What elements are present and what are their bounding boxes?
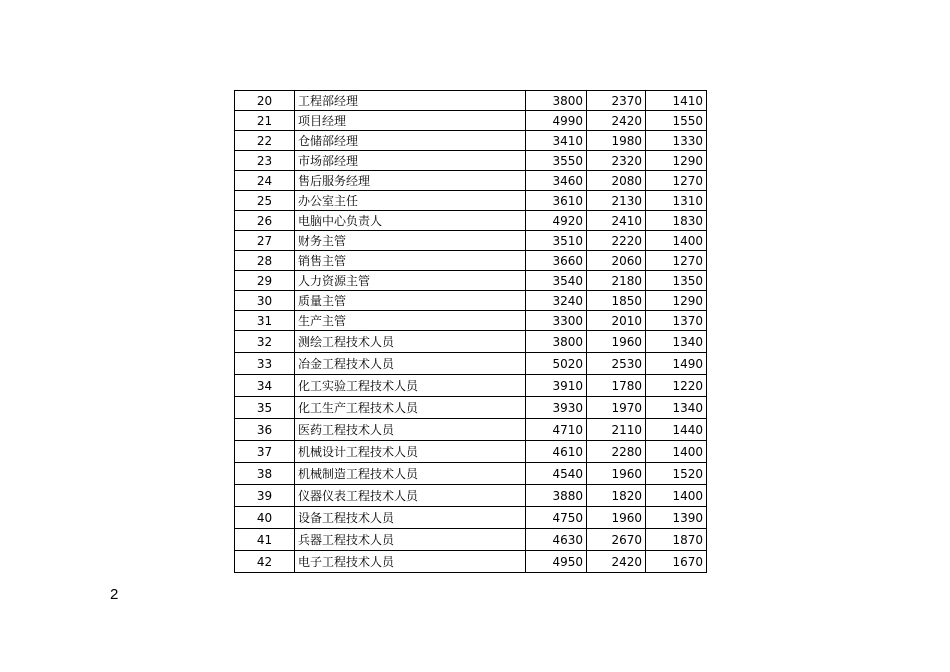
table-row xyxy=(235,91,707,111)
value-3-cell: 1490 xyxy=(646,353,707,375)
job-title-cell: 医药工程技术人员 xyxy=(295,419,526,441)
value-3-cell: 1550 xyxy=(646,111,707,131)
table-row xyxy=(235,463,707,485)
value-1-cell: 3550 xyxy=(526,151,587,171)
table-row xyxy=(235,291,707,311)
job-title-cell: 销售主管 xyxy=(295,251,526,271)
value-3-cell: 1290 xyxy=(646,151,707,171)
value-1-cell: 3910 xyxy=(526,375,587,397)
job-title-cell: 冶金工程技术人员 xyxy=(295,353,526,375)
value-1-cell: 3660 xyxy=(526,251,587,271)
value-1-cell: 4950 xyxy=(526,551,587,573)
value-2-cell: 2420 xyxy=(587,111,646,131)
row-number-cell: 36 xyxy=(235,419,295,441)
job-title-cell: 售后服务经理 xyxy=(295,171,526,191)
value-3-cell: 1370 xyxy=(646,311,707,331)
value-3-cell: 1400 xyxy=(646,485,707,507)
value-3-cell: 1270 xyxy=(646,171,707,191)
job-title-cell: 机械设计工程技术人员 xyxy=(295,441,526,463)
job-title-cell: 仓储部经理 xyxy=(295,131,526,151)
table-row xyxy=(235,419,707,441)
value-2-cell: 1960 xyxy=(587,463,646,485)
value-3-cell: 1400 xyxy=(646,441,707,463)
value-3-cell: 1350 xyxy=(646,271,707,291)
value-2-cell: 2060 xyxy=(587,251,646,271)
row-number-cell: 28 xyxy=(235,251,295,271)
value-2-cell: 2010 xyxy=(587,311,646,331)
value-2-cell: 2420 xyxy=(587,551,646,573)
value-2-cell: 1780 xyxy=(587,375,646,397)
value-3-cell: 1270 xyxy=(646,251,707,271)
value-3-cell: 1440 xyxy=(646,419,707,441)
value-2-cell: 2280 xyxy=(587,441,646,463)
value-2-cell: 2530 xyxy=(587,353,646,375)
row-number-cell: 39 xyxy=(235,485,295,507)
row-number-cell: 22 xyxy=(235,131,295,151)
value-2-cell: 1980 xyxy=(587,131,646,151)
table-row xyxy=(235,191,707,211)
value-1-cell: 4540 xyxy=(526,463,587,485)
value-3-cell: 1410 xyxy=(646,91,707,111)
table-row xyxy=(235,353,707,375)
salary-table xyxy=(234,90,707,573)
value-1-cell: 3800 xyxy=(526,331,587,353)
table-row xyxy=(235,171,707,191)
table-row xyxy=(235,375,707,397)
row-number-cell: 31 xyxy=(235,311,295,331)
job-title-cell: 设备工程技术人员 xyxy=(295,507,526,529)
value-1-cell: 3610 xyxy=(526,191,587,211)
value-3-cell: 1290 xyxy=(646,291,707,311)
value-1-cell: 3800 xyxy=(526,91,587,111)
table-row xyxy=(235,151,707,171)
job-title-cell: 生产主管 xyxy=(295,311,526,331)
table-body xyxy=(235,91,707,573)
job-title-cell: 办公室主任 xyxy=(295,191,526,211)
value-3-cell: 1340 xyxy=(646,331,707,353)
value-2-cell: 1970 xyxy=(587,397,646,419)
value-2-cell: 2080 xyxy=(587,171,646,191)
value-1-cell: 3880 xyxy=(526,485,587,507)
value-2-cell: 2320 xyxy=(587,151,646,171)
table-row xyxy=(235,231,707,251)
job-title-cell: 化工实验工程技术人员 xyxy=(295,375,526,397)
value-1-cell: 3510 xyxy=(526,231,587,251)
value-1-cell: 4630 xyxy=(526,529,587,551)
value-1-cell: 3540 xyxy=(526,271,587,291)
table-row xyxy=(235,331,707,353)
table-row xyxy=(235,271,707,291)
value-3-cell: 1520 xyxy=(646,463,707,485)
table-row xyxy=(235,485,707,507)
job-title-cell: 化工生产工程技术人员 xyxy=(295,397,526,419)
job-title-cell: 机械制造工程技术人员 xyxy=(295,463,526,485)
table-row xyxy=(235,441,707,463)
row-number-cell: 33 xyxy=(235,353,295,375)
job-title-cell: 电脑中心负责人 xyxy=(295,211,526,231)
value-3-cell: 1400 xyxy=(646,231,707,251)
row-number-cell: 34 xyxy=(235,375,295,397)
table-row xyxy=(235,529,707,551)
value-3-cell: 1330 xyxy=(646,131,707,151)
value-1-cell: 3460 xyxy=(526,171,587,191)
value-2-cell: 2410 xyxy=(587,211,646,231)
value-3-cell: 1220 xyxy=(646,375,707,397)
job-title-cell: 工程部经理 xyxy=(295,91,526,111)
job-title-cell: 财务主管 xyxy=(295,231,526,251)
value-2-cell: 2130 xyxy=(587,191,646,211)
value-1-cell: 4610 xyxy=(526,441,587,463)
job-title-cell: 仪器仪表工程技术人员 xyxy=(295,485,526,507)
row-number-cell: 40 xyxy=(235,507,295,529)
table-row xyxy=(235,111,707,131)
value-2-cell: 2110 xyxy=(587,419,646,441)
row-number-cell: 25 xyxy=(235,191,295,211)
row-number-cell: 38 xyxy=(235,463,295,485)
job-title-cell: 兵器工程技术人员 xyxy=(295,529,526,551)
value-3-cell: 1310 xyxy=(646,191,707,211)
row-number-cell: 29 xyxy=(235,271,295,291)
value-2-cell: 1960 xyxy=(587,507,646,529)
page-number: 2 xyxy=(110,586,119,603)
value-3-cell: 1340 xyxy=(646,397,707,419)
table-row xyxy=(235,551,707,573)
table-row xyxy=(235,131,707,151)
job-title-cell: 测绘工程技术人员 xyxy=(295,331,526,353)
row-number-cell: 30 xyxy=(235,291,295,311)
value-1-cell: 4990 xyxy=(526,111,587,131)
table-row xyxy=(235,211,707,231)
value-3-cell: 1390 xyxy=(646,507,707,529)
value-2-cell: 2670 xyxy=(587,529,646,551)
row-number-cell: 26 xyxy=(235,211,295,231)
value-3-cell: 1670 xyxy=(646,551,707,573)
table-row xyxy=(235,507,707,529)
value-1-cell: 3930 xyxy=(526,397,587,419)
value-1-cell: 3240 xyxy=(526,291,587,311)
table-row xyxy=(235,397,707,419)
value-3-cell: 1830 xyxy=(646,211,707,231)
job-title-cell: 市场部经理 xyxy=(295,151,526,171)
row-number-cell: 23 xyxy=(235,151,295,171)
job-title-cell: 项目经理 xyxy=(295,111,526,131)
job-title-cell: 质量主管 xyxy=(295,291,526,311)
value-2-cell: 2370 xyxy=(587,91,646,111)
row-number-cell: 21 xyxy=(235,111,295,131)
value-1-cell: 5020 xyxy=(526,353,587,375)
job-title-cell: 电子工程技术人员 xyxy=(295,551,526,573)
value-1-cell: 3300 xyxy=(526,311,587,331)
row-number-cell: 27 xyxy=(235,231,295,251)
row-number-cell: 20 xyxy=(235,91,295,111)
table-row xyxy=(235,311,707,331)
value-2-cell: 2180 xyxy=(587,271,646,291)
row-number-cell: 41 xyxy=(235,529,295,551)
value-2-cell: 2220 xyxy=(587,231,646,251)
value-2-cell: 1850 xyxy=(587,291,646,311)
value-1-cell: 4750 xyxy=(526,507,587,529)
value-2-cell: 1960 xyxy=(587,331,646,353)
value-1-cell: 4920 xyxy=(526,211,587,231)
value-2-cell: 1820 xyxy=(587,485,646,507)
row-number-cell: 24 xyxy=(235,171,295,191)
row-number-cell: 32 xyxy=(235,331,295,353)
value-1-cell: 4710 xyxy=(526,419,587,441)
row-number-cell: 37 xyxy=(235,441,295,463)
row-number-cell: 42 xyxy=(235,551,295,573)
job-title-cell: 人力资源主管 xyxy=(295,271,526,291)
row-number-cell: 35 xyxy=(235,397,295,419)
table-row xyxy=(235,251,707,271)
value-3-cell: 1870 xyxy=(646,529,707,551)
value-1-cell: 3410 xyxy=(526,131,587,151)
